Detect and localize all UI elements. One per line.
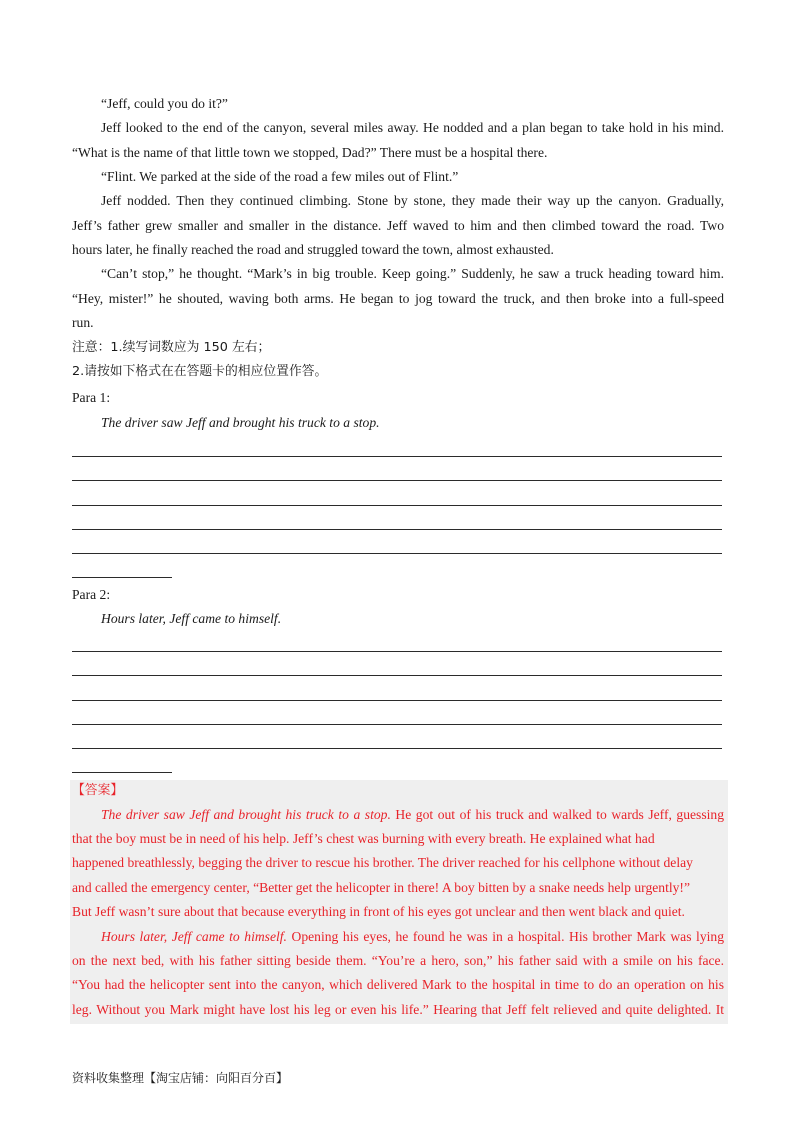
writing-line — [72, 700, 722, 701]
footer-source: 资料收集整理【淘宝店铺：向阳百分百】 — [72, 1071, 289, 1085]
answer-line: leg. Without you Mark might have lost his leg or even his life.” Hearing that Jeff felt relieved and quite delighted. It — [72, 1002, 724, 1017]
answer-p2-rest: Opening his eyes, he found he was in a hospital. His brother Mark was lying — [286, 929, 725, 944]
answer-p1-start: The driver saw Jeff and brought his truck to a stop. — [101, 807, 391, 822]
writing-line — [72, 553, 722, 554]
story-line: Jeff looked to the end of the canyon, several miles away. He nodded and a plan began to take hold in his mind. — [101, 120, 724, 135]
story-line: “Flint. We parked at the side of the road a few miles out of Flint.” — [101, 169, 459, 184]
para1-prompt: The driver saw Jeff and brought his truck to a stop. — [101, 415, 380, 430]
note-word-count: 注意：1.续写词数应为 150 左右； — [72, 340, 271, 355]
writing-line — [72, 577, 172, 578]
answer-line: happened breathlessly, begging the driver to rescue his brother. The driver reached for his cellphone without delay — [72, 855, 693, 870]
writing-line — [72, 456, 722, 457]
story-line: “What is the name of that little town we stopped, Dad?” There must be a hospital there. — [72, 145, 548, 160]
answer-line: that the boy must be in need of his help. Jeff’s chest was burning with every breath. He explained what had — [72, 831, 655, 846]
story-line: “Hey, mister!” he shouted, waving both arms. He began to jog toward the truck, and then broke into a full-speed — [72, 291, 724, 306]
writing-line — [72, 724, 722, 725]
answer-line — [101, 925, 724, 949]
para2-label: Para 2: — [72, 587, 111, 602]
answer-line: and called the emergency center, “Better get the helicopter in there! A boy bitten by a snake needs help urgently!” — [72, 880, 690, 895]
writing-line — [72, 772, 172, 773]
para2-prompt: Hours later, Jeff came to himself. — [101, 611, 282, 626]
writing-line — [72, 675, 722, 676]
answer-line: But Jeff wasn’t sure about that because everything in front of his eyes got unclear and then went black and quiet. — [72, 904, 685, 919]
story-line: hours later, he finally reached the road and struggled toward the town, almost exhausted. — [72, 242, 554, 257]
writing-line — [72, 651, 722, 652]
para1-label: Para 1: — [72, 390, 111, 405]
story-line: “Can’t stop,” he thought. “Mark’s in big trouble. Keep going.” Suddenly, he saw a truck heading toward him. — [101, 266, 724, 281]
note-format: 2.请按如下格式在在答题卡的相应位置作答。 — [72, 364, 328, 379]
answer-p1-rest: He got out of his truck and walked to wards Jeff, guessing — [390, 807, 724, 822]
answer-line: “You had the helicopter sent into the canyon, which delivered Mark to the hospital in time to do an operation on his — [72, 977, 724, 992]
answer-line — [101, 803, 724, 827]
story-line: run. — [72, 315, 94, 330]
answer-heading: 【答案】 — [72, 783, 124, 798]
story-line: “Jeff, could you do it?” — [101, 96, 228, 111]
answer-line: on the next bed, with his father sitting beside them. “You’re a hero, son,” his father said with a smile on his face. — [72, 953, 724, 968]
writing-line — [72, 480, 722, 481]
writing-line — [72, 748, 722, 749]
story-line: Jeff’s father grew smaller and smaller in the distance. Jeff waved to him and then climbed toward the road. Two — [72, 218, 724, 233]
writing-line — [72, 505, 722, 506]
answer-p2-start: Hours later, Jeff came to himself. — [101, 929, 287, 944]
writing-line — [72, 529, 722, 530]
story-line: Jeff nodded. Then they continued climbing. Stone by stone, they made their way up the canyon. Gradually, — [101, 193, 724, 208]
